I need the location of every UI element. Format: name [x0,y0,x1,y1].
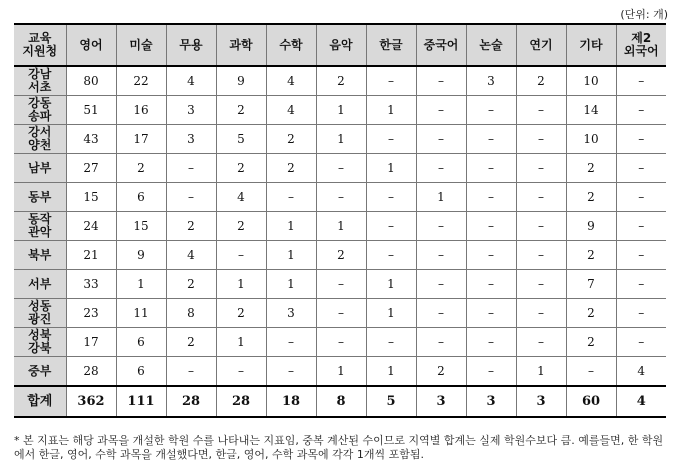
count-cell: – [616,212,666,241]
count-cell: – [266,328,316,357]
total-cell: 3 [416,386,466,417]
count-cell: 4 [266,66,316,96]
region-cell: 강서 양천 [14,125,66,154]
count-cell: – [466,241,516,270]
count-cell: – [616,299,666,328]
count-cell: – [516,212,566,241]
count-cell: – [466,125,516,154]
count-cell: – [416,96,466,125]
count-cell: – [366,66,416,96]
count-cell: 2 [166,328,216,357]
count-cell: 8 [166,299,216,328]
count-cell: 1 [516,357,566,387]
count-cell: 4 [266,96,316,125]
count-cell: – [616,241,666,270]
count-cell: 1 [266,241,316,270]
count-cell: 1 [366,96,416,125]
count-cell: 15 [116,212,166,241]
table-row [14,66,666,96]
count-cell: 17 [116,125,166,154]
unit-label: (단위: 개) [620,8,668,21]
count-cell: – [316,328,366,357]
count-cell: 9 [216,66,266,96]
total-cell: 3 [516,386,566,417]
region-cell: 중부 [14,357,66,387]
count-cell: 1 [366,357,416,387]
region-cell: 강남 서초 [14,66,66,96]
count-cell: 22 [116,66,166,96]
count-cell: – [616,154,666,183]
count-cell: 5 [216,125,266,154]
header-subject: 수학 [266,24,316,66]
header-subject: 기타 [566,24,616,66]
count-cell: – [216,357,266,387]
count-cell: 2 [216,154,266,183]
total-label: 합계 [14,386,66,417]
header-subject: 연기 [516,24,566,66]
table-body [14,66,666,386]
count-cell: – [416,212,466,241]
total-cell: 60 [566,386,616,417]
count-cell: 2 [416,357,466,387]
header-subject: 미술 [116,24,166,66]
count-cell: 1 [316,96,366,125]
table-row [14,96,666,125]
count-cell: 1 [316,357,366,387]
count-cell: – [316,299,366,328]
count-cell: – [266,357,316,387]
total-cell: 3 [466,386,516,417]
count-cell: 1 [216,270,266,299]
count-cell: 2 [166,212,216,241]
header-subject: 논술 [466,24,516,66]
count-cell: 2 [566,241,616,270]
table-row [14,125,666,154]
count-cell: – [166,183,216,212]
count-cell: – [366,241,416,270]
count-cell: 1 [366,299,416,328]
region-cell: 성북 강북 [14,328,66,357]
count-cell: – [466,270,516,299]
count-cell: – [466,299,516,328]
region-cell: 서부 [14,270,66,299]
count-cell: – [616,125,666,154]
count-cell: – [466,96,516,125]
count-cell: – [416,241,466,270]
count-cell: – [466,357,516,387]
count-cell: – [216,241,266,270]
count-cell: 2 [316,66,366,96]
count-cell: – [266,183,316,212]
count-cell: 2 [566,328,616,357]
count-cell: 1 [316,212,366,241]
count-cell: 43 [66,125,116,154]
count-cell: – [516,299,566,328]
count-cell: 2 [516,66,566,96]
count-cell: 1 [116,270,166,299]
table-row [14,241,666,270]
count-cell: 4 [166,66,216,96]
region-cell: 북부 [14,241,66,270]
total-cell: 28 [166,386,216,417]
count-cell: 15 [66,183,116,212]
count-cell: – [166,357,216,387]
table-row [14,212,666,241]
count-cell: 2 [566,154,616,183]
count-cell: 2 [566,299,616,328]
count-cell: – [316,154,366,183]
count-cell: – [416,66,466,96]
header-subject: 음악 [316,24,366,66]
count-cell: – [516,241,566,270]
header-region: 교육 지원청 [14,24,66,66]
header-subject: 한글 [366,24,416,66]
count-cell: 23 [66,299,116,328]
count-cell: 2 [316,241,366,270]
table-row [14,154,666,183]
count-cell: 14 [566,96,616,125]
total-cell: 111 [116,386,166,417]
table-row [14,299,666,328]
table-row [14,328,666,357]
total-cell: 28 [216,386,266,417]
header-row [14,24,666,66]
count-cell: – [566,357,616,387]
count-cell: – [366,328,416,357]
total-cell: 362 [66,386,116,417]
total-cell: 5 [366,386,416,417]
table-row [14,357,666,387]
footnote: * 본 지표는 해당 과목을 개설한 학원 수를 나타내는 지표임, 중복 계산된 수이므로 지역별 합계는 실제 학원수보다 큼. 예를들면, 한 학원에서 한글, 영어, 수학 과목을 개설했다면, 한글, 영어, 수학 과목에 각각 1개씩 포함됨. [14,434,664,461]
count-cell: 16 [116,96,166,125]
count-cell: 9 [116,241,166,270]
count-cell: – [516,96,566,125]
count-cell: – [416,328,466,357]
count-cell: 1 [316,125,366,154]
count-cell: 51 [66,96,116,125]
count-cell: 2 [266,125,316,154]
count-cell: 6 [116,328,166,357]
count-cell: 1 [366,154,416,183]
count-cell: – [616,66,666,96]
count-cell: – [616,183,666,212]
count-cell: 3 [466,66,516,96]
count-cell: 9 [566,212,616,241]
region-cell: 동부 [14,183,66,212]
count-cell: 1 [416,183,466,212]
count-cell: – [316,183,366,212]
region-cell: 강동 송파 [14,96,66,125]
header-subject: 제2 외국어 [616,24,666,66]
region-cell: 성동 광진 [14,299,66,328]
count-cell: – [516,328,566,357]
count-cell: 6 [116,357,166,387]
total-row [14,386,666,417]
count-cell: – [466,154,516,183]
count-cell: – [366,212,416,241]
count-cell: 10 [566,125,616,154]
count-cell: 3 [266,299,316,328]
count-cell: 1 [266,212,316,241]
count-cell: 1 [266,270,316,299]
count-cell: 2 [216,212,266,241]
count-cell: – [166,154,216,183]
count-cell: 2 [566,183,616,212]
count-cell: 11 [116,299,166,328]
header-subject: 과학 [216,24,266,66]
table-row [14,183,666,212]
count-cell: – [416,299,466,328]
count-cell: 1 [216,328,266,357]
count-cell: – [466,328,516,357]
count-cell: 28 [66,357,116,387]
count-cell: 4 [216,183,266,212]
count-cell: 2 [266,154,316,183]
count-cell: 1 [366,270,416,299]
header-subject: 중국어 [416,24,466,66]
count-cell: 3 [166,125,216,154]
count-cell: – [416,125,466,154]
count-cell: – [416,154,466,183]
count-cell: – [416,270,466,299]
count-cell: – [616,328,666,357]
count-cell: – [366,125,416,154]
count-cell: 2 [216,299,266,328]
total-cell: 8 [316,386,366,417]
table-row [14,270,666,299]
region-cell: 동작 관악 [14,212,66,241]
count-cell: 4 [616,357,666,387]
count-cell: – [516,125,566,154]
count-cell: – [516,270,566,299]
count-cell: 6 [116,183,166,212]
count-cell: 33 [66,270,116,299]
count-cell: 2 [216,96,266,125]
count-cell: – [316,270,366,299]
count-cell: – [516,183,566,212]
count-cell: – [616,270,666,299]
count-cell: 2 [116,154,166,183]
count-cell: 17 [66,328,116,357]
header-subject: 무용 [166,24,216,66]
header-subject: 영어 [66,24,116,66]
count-cell: 7 [566,270,616,299]
count-cell: – [466,212,516,241]
total-cell: 4 [616,386,666,417]
total-cell: 18 [266,386,316,417]
count-cell: 4 [166,241,216,270]
count-cell: 24 [66,212,116,241]
count-cell: – [516,154,566,183]
count-cell: 10 [566,66,616,96]
count-cell: – [366,183,416,212]
count-cell: 27 [66,154,116,183]
count-cell: – [466,183,516,212]
region-cell: 남부 [14,154,66,183]
count-cell: – [616,96,666,125]
count-cell: 3 [166,96,216,125]
academy-subject-table [14,23,666,418]
count-cell: 21 [66,241,116,270]
count-cell: 2 [166,270,216,299]
count-cell: 80 [66,66,116,96]
